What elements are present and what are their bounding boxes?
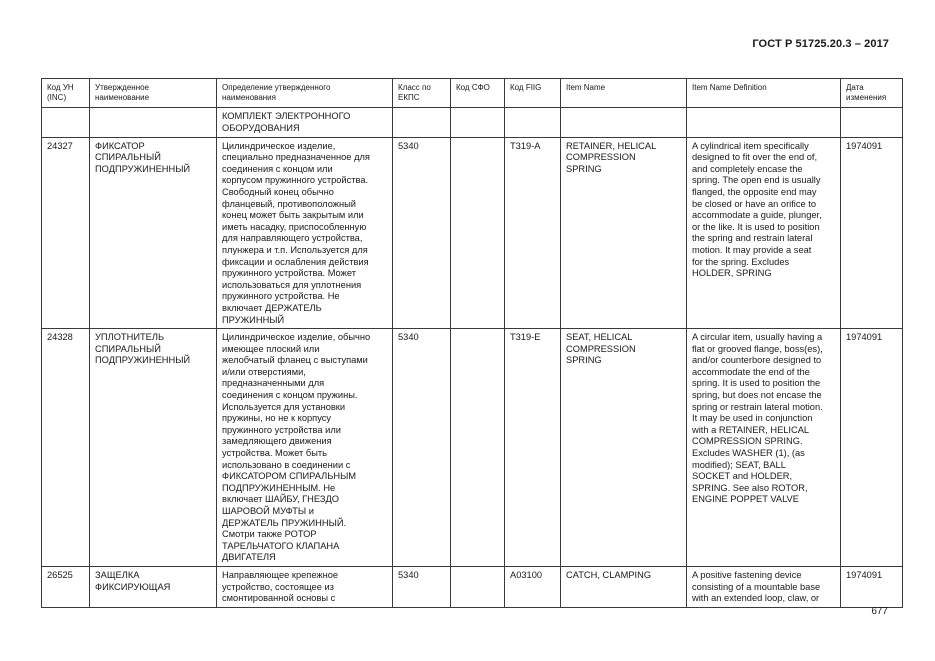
table-row-continuation: [42, 108, 903, 137]
header-fiig-code: Код FIIG: [505, 79, 561, 108]
cell-sfo-code: [451, 329, 505, 567]
cell-sfo-code: [451, 137, 505, 329]
cell-item-name: CATCH, CLAMPING: [561, 566, 687, 607]
cell-item-name-definition: A positive fastening device consisting of a mountable base with an extended loop, claw, or: [687, 566, 841, 607]
header-sfo-code: Код СФО: [451, 79, 505, 108]
cell-approved-name: ЗАЩЕЛКА ФИКСИРУЮЩАЯ: [90, 566, 217, 607]
cell-definition: Направляющее крепежное устройство, состоящее из смонтированной основы с: [217, 566, 393, 607]
header-definition: Определение утвержденного наименования: [217, 79, 393, 108]
table-row: [42, 329, 903, 567]
cell-fiig-code: T319-E: [505, 329, 561, 567]
cell-inc: 26525: [42, 566, 90, 607]
cell-inc: 24327: [42, 137, 90, 329]
cell-ekps-class: 5340: [393, 137, 451, 329]
cell-fiig-code: A03100: [505, 566, 561, 607]
cell-approved-name: УПЛОТНИТЕЛЬ СПИРАЛЬНЫЙ ПОДПРУЖИНЕННЫЙ: [90, 329, 217, 567]
cell-change-date: 1974091: [841, 566, 903, 607]
cell-definition: Цилиндрическое изделие, специально предназначенное для соединения с концом или корпусом пружинного устройства. Свободный конец обычно фланцевый, противоположный конец может быть закрытым или иметь насадку, приспособленную для направляющего устройства, плунжера и т.п. Используется для фиксации и ослабления действия пружинного устройства. Может использоваться для уплотнения пружинного устройства. Не включает ДЕРЖАТЕЛЬ ПРУЖИННЫЙ: [217, 137, 393, 329]
cell-sfo-code: [451, 566, 505, 607]
header-approved-name: Утвержденное наименование: [90, 79, 217, 108]
document-code: ГОСТ Р 51725.20.3 – 2017: [752, 38, 889, 50]
cell-change-date: 1974091: [841, 137, 903, 329]
table-row: [42, 566, 903, 607]
cell-definition: Цилиндрическое изделие, обычно имеющее плоский или желобчатый фланец с выступами и/или отверстиями, предназначенными для соединения с концом пружины. Используется для установки пружины, но не к корпусу пружинного устройства или замедляющего движения устройства. Может быть использовано в соединении с ФИКСАТОРОМ СПИРАЛЬНЫМ ПОДПРУЖИНЕННЫМ. Не включает ШАЙБУ, ГНЕЗДО ШАРОВОЙ МУФТЫ и ДЕРЖАТЕЛЬ ПРУЖИННЫЙ. Смотри также РОТОР ТАРЕЛЬЧАТОГО КЛАПАНА ДВИГАТЕЛЯ: [217, 329, 393, 567]
catalog-table: [41, 78, 903, 608]
cell-item-name-definition: A cylindrical item specifically designed to fit over the end of, and completely encase the spring. The open end is usually flanged, the opposite end may be closed or have an orifice to accommodate a guide, plunger, or the like. It is used to position the spring and restrain lateral motion. It may provide a seat for the spring. Excludes HOLDER, SPRING: [687, 137, 841, 329]
header-item-name-definition: Item Name Definition: [687, 79, 841, 108]
cell-item-name: RETAINER, HELICAL COMPRESSION SPRING: [561, 137, 687, 329]
cell-fiig-code: T319-A: [505, 137, 561, 329]
cell-ekps-class: 5340: [393, 329, 451, 567]
header-item-name: Item Name: [561, 79, 687, 108]
header-change-date: Дата изменения: [841, 79, 903, 108]
page-number: 677: [871, 606, 888, 617]
table-row: [42, 137, 903, 329]
cell-approved-name: ФИКСАТОР СПИРАЛЬНЫЙ ПОДПРУЖИНЕННЫЙ: [90, 137, 217, 329]
cell-inc: 24328: [42, 329, 90, 567]
cell-item-name-definition: A circular item, usually having a flat or grooved flange, boss(es), and/or counterbore designed to accommodate the end of the spring. It is used to position the spring, but does not encase the spring or restrain lateral motion. It may be used in conjunction with a RETAINER, HELICAL COMPRESSION SPRING. Excludes WASHER (1), (as modified); SEAT, BALL SOCKET and HOLDER, SPRING. See also ROTOR, ENGINE POPPET VALVE: [687, 329, 841, 567]
header-ekps-class: Класс по ЕКПС: [393, 79, 451, 108]
continuation-text: КОМПЛЕКТ ЭЛЕКТРОННОГО ОБОРУДОВАНИЯ: [217, 108, 393, 137]
cell-ekps-class: 5340: [393, 566, 451, 607]
cell-change-date: 1974091: [841, 329, 903, 567]
header-inc: Код УН (INC): [42, 79, 90, 108]
table-header-row: [42, 79, 903, 108]
cell-item-name: SEAT, HELICAL COMPRESSION SPRING: [561, 329, 687, 567]
